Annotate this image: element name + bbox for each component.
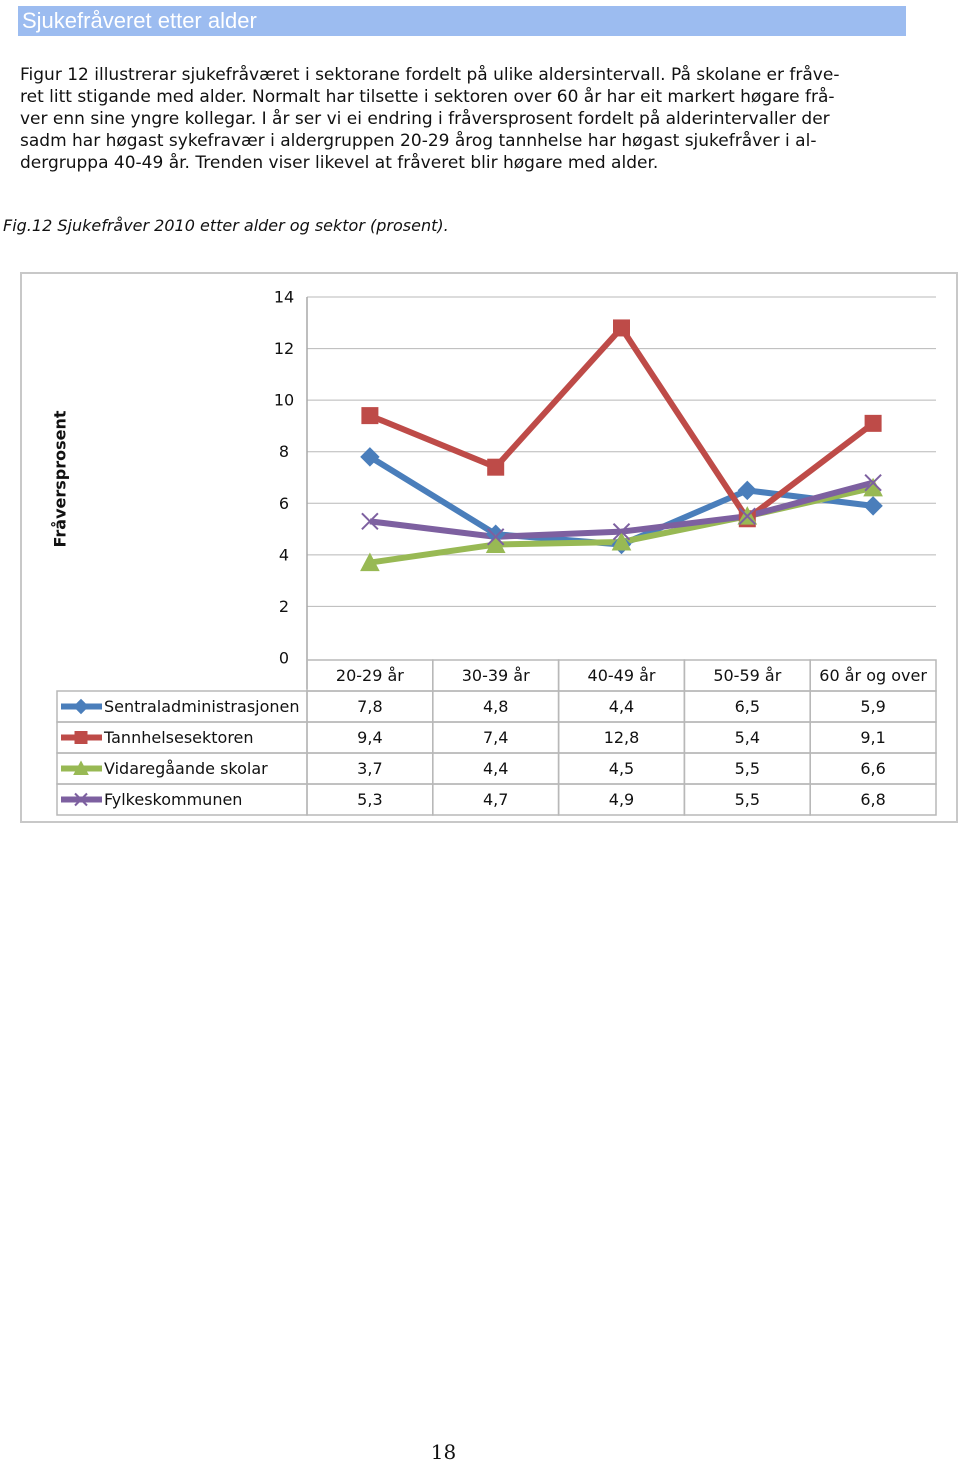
data-point xyxy=(738,481,756,499)
section-heading: Sjukefråveret etter alder xyxy=(18,6,906,36)
legend-label: Sentraladministrasjonen xyxy=(104,697,300,716)
data-value-label: 5,3 xyxy=(357,790,383,809)
y-tick-label: 10 xyxy=(273,390,295,410)
legend-label: Tannhelsesektoren xyxy=(104,728,254,747)
data-value-label: 5,9 xyxy=(860,697,886,716)
data-value-label: 5,5 xyxy=(734,759,761,778)
data-value-label: 4,8 xyxy=(482,697,509,716)
data-value-label: 9,4 xyxy=(357,728,383,747)
intro-line: ret litt stigande med alder. Normalt har tilsette i sektoren over 60 år har eit markert høgare frå- xyxy=(20,87,835,107)
figure-caption: Fig.12 Sjukefråver 2010 etter alder og sektor (prosent). xyxy=(3,216,449,235)
legend-label: Vidaregåande skolar xyxy=(104,759,268,778)
data-value-label: 5,5 xyxy=(734,790,761,809)
y-axis-title: Fråversprosent xyxy=(50,410,70,548)
data-value-label: 7,8 xyxy=(357,697,383,716)
data-value-label: 6,5 xyxy=(734,697,761,716)
data-point xyxy=(614,320,630,336)
intro-line: Figur 12 illustrerar sjukefråværet i sektorane fordelt på ulike aldersintervall. På skolane er fråve- xyxy=(20,65,840,85)
data-point xyxy=(864,497,882,515)
page-number: 18 xyxy=(430,1440,457,1464)
category-label: 60 år og over xyxy=(819,666,927,685)
y-tick-label: 6 xyxy=(278,493,290,513)
data-value-label: 12,8 xyxy=(603,728,640,747)
y-tick-label: 12 xyxy=(273,339,295,359)
intro-line: ver enn sine yngre kollegar. I år ser vi ei endring i fråversprosent fordelt på alderintervaller der xyxy=(20,109,830,129)
category-label: 40-49 år xyxy=(587,666,656,685)
series-line xyxy=(370,483,873,537)
data-value-label: 5,4 xyxy=(734,728,761,747)
y-tick-label: 0 xyxy=(278,648,290,668)
data-point xyxy=(488,459,504,475)
category-label: 50-59 år xyxy=(713,666,782,685)
chart-frame xyxy=(20,272,958,823)
y-tick-label: 4 xyxy=(278,545,290,565)
data-value-label: 7,4 xyxy=(482,728,509,747)
legend-key-marker xyxy=(74,700,88,714)
data-value-label: 3,7 xyxy=(357,759,383,778)
data-point xyxy=(865,415,881,431)
y-tick-label: 14 xyxy=(273,287,295,307)
intro-paragraph xyxy=(20,64,900,174)
intro-line: dergruppa 40-49 år. Trenden viser likevel at fråveret blir høgare med alder. xyxy=(20,153,659,173)
data-value-label: 4,4 xyxy=(608,697,635,716)
data-value-label: 4,4 xyxy=(482,759,509,778)
y-tick-label: 2 xyxy=(278,596,290,616)
data-value-label: 4,9 xyxy=(608,790,635,809)
category-label: 20-29 år xyxy=(335,666,404,685)
data-value-label: 6,8 xyxy=(860,790,886,809)
legend-key-marker xyxy=(75,732,87,744)
intro-line: sadm har høgast sykefravær i aldergruppen 20-29 årog tannhelse har høgast sjukefråver i al- xyxy=(20,131,817,151)
series-line xyxy=(370,328,873,519)
data-point xyxy=(362,408,378,424)
data-value-label: 4,5 xyxy=(608,759,635,778)
legend-label: Fylkeskommunen xyxy=(104,790,243,809)
line-chart xyxy=(22,274,958,823)
data-value-label: 6,6 xyxy=(860,759,886,778)
data-value-label: 4,7 xyxy=(482,790,509,809)
category-label: 30-39 år xyxy=(461,666,530,685)
data-value-label: 9,1 xyxy=(860,728,886,747)
y-tick-label: 8 xyxy=(278,442,290,462)
